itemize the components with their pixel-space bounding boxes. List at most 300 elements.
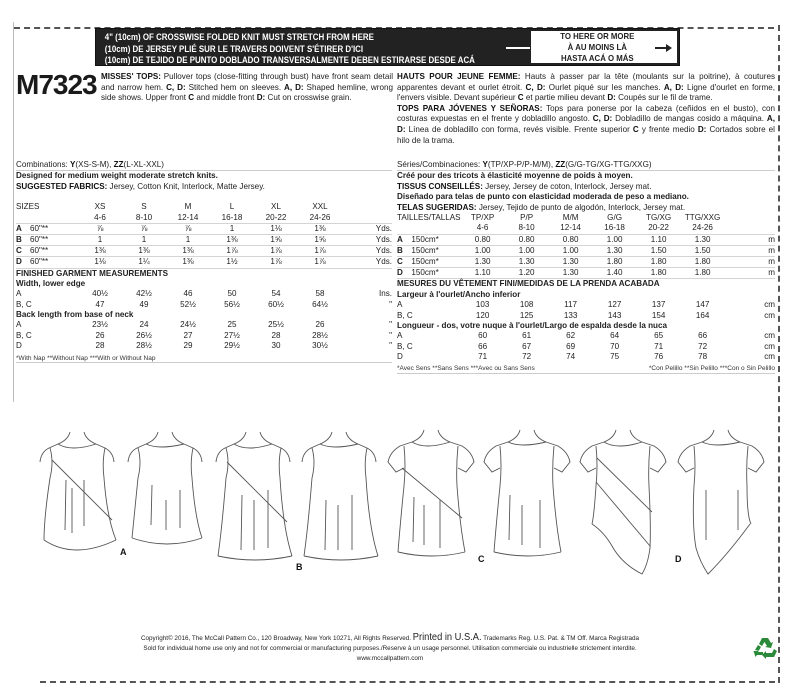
measurement-value: 26 (95, 330, 105, 340)
measurement-value: 24½ (180, 320, 196, 330)
view-a-front-sketch (40, 432, 116, 550)
desc-text: Tops para ponerse por la cabeza (ceñidos en el busto), con costuras expuestas en el frente y dobladillo angosto. (397, 103, 775, 124)
size-range: 4-6 (461, 223, 505, 234)
yardage-value: 1⅞ (298, 246, 342, 257)
measurement-value: 69 (566, 341, 576, 351)
unit: m (725, 234, 775, 245)
suggested-fabrics-fr (397, 182, 775, 192)
yardage-value: 1.30 (593, 245, 637, 256)
desc-view-ref: A, D: (397, 114, 775, 134)
stretch-target-en: TO HERE OR MORE (559, 30, 635, 41)
nap-footnote (397, 365, 775, 374)
measurement-value: 46 (183, 289, 193, 299)
combination-zz-sizes: (G/G-TG/XG-TTG/XXG) (565, 160, 652, 169)
table-row (16, 331, 392, 341)
view-letter: B, C (397, 341, 413, 351)
desc-text: Pullover tops (close-fitting through bust) have front seam detail and narrow hem. (101, 72, 393, 92)
desc-view-ref: A, D: (663, 82, 684, 92)
measurement-value: 127 (607, 300, 622, 310)
measurement-value: 120 (475, 310, 490, 320)
desc-view-ref: C, D: (525, 82, 546, 92)
combination-y-sizes: (TP/XP-P/P-M/M), (487, 160, 556, 169)
measurement-value: 154 (651, 310, 666, 320)
size-header: TP/XP (470, 213, 495, 223)
unit: Ins. (378, 289, 392, 299)
view-d-front-sketch (580, 430, 666, 574)
sizes-label: SIZES (16, 202, 40, 212)
view-c-label: C (478, 554, 485, 564)
yardage-value: 0.80 (461, 234, 505, 245)
yardage-value: 1.00 (593, 234, 637, 245)
stretch-gauge (95, 28, 680, 66)
copyright-text: Copyright© 2016, The McCall Pattern Co., 120 Broadway, New York 10271, All Rights Reserved. (140, 635, 412, 642)
stretch-line-es: (10cm) DE TEJIDO DE PUNTO DOBLADO TRANSVERSALMENTE DEBEN ESTIRARSE DESDE ACÁ (104, 55, 475, 65)
measurement-value: 26 (315, 320, 325, 330)
combination-zz: ZZ (555, 160, 566, 169)
yardage-value: 1.10 (637, 234, 681, 245)
combination-zz-sizes: (L-XL-XXL) (123, 160, 164, 169)
desc-view-ref: D: (607, 93, 616, 103)
sizes-label: TAILLES/TALLAS (397, 213, 461, 223)
measurement-value: 67 (522, 341, 532, 351)
yardage-value: 1⅛ (78, 257, 122, 268)
size-header: XXL (312, 202, 328, 212)
unit: Yds. (342, 223, 392, 234)
unit: " (389, 341, 392, 351)
fabric-width: 150cm* (411, 257, 460, 268)
yardage-value: 1⅜ (166, 257, 210, 268)
yardage-value: ⅞ (166, 223, 210, 234)
size-range: 12-14 (549, 223, 593, 234)
yardage-value: 1⅞ (298, 257, 342, 268)
view-letter: B (16, 235, 30, 246)
footnote-es: *Con Pelillo **Sin Pelillo ***Con o Sin Pelillo (648, 365, 775, 373)
measurement-value: 30½ (312, 341, 328, 351)
table-row (397, 331, 775, 341)
description-french-spanish (397, 72, 775, 146)
length-title: Longueur - dos, votre nuque à l'ourlet/Largo de espalda desde la nuca (397, 320, 667, 330)
measurement-value: 125 (519, 310, 534, 320)
measurement-value: 27½ (224, 330, 240, 340)
measurement-value: 117 (564, 300, 578, 310)
suggested-fabrics-es (397, 203, 775, 213)
desc-title: HAUTS POUR JEUNE FEMME: (397, 72, 521, 81)
view-letter: C (397, 257, 411, 268)
combination-zz: ZZ (113, 160, 124, 169)
desc-text: y frente medio (638, 124, 698, 134)
english-column (16, 160, 392, 363)
size-range: 8-10 (122, 213, 166, 224)
measurement-value: 24 (139, 320, 149, 330)
table-row (16, 235, 392, 246)
yardage-value: 1.00 (461, 245, 505, 256)
desc-text: Dobladillo de mangas cosido a máquina. (612, 114, 767, 124)
size-range: 24-26 (298, 213, 342, 224)
view-a-label: A (120, 547, 127, 557)
measurement-value: 56½ (224, 299, 240, 309)
size-header: S (141, 202, 147, 212)
yardage-value: 1⅜ (122, 246, 166, 257)
yardage-value: 1.50 (637, 245, 681, 256)
desc-view-ref: A, D: (284, 82, 304, 92)
combinations-label: Combinations: (16, 160, 70, 169)
measurement-value: 42½ (136, 289, 152, 299)
width-title: Width, lower edge (16, 278, 86, 288)
view-d-label: D (675, 554, 682, 564)
yardage-value: 1⅞ (254, 257, 298, 268)
unit: Yds. (342, 246, 392, 257)
view-letter: A (397, 234, 411, 245)
yardage-value: 1.30 (505, 257, 549, 268)
combination-y-sizes: (XS-S-M), (75, 160, 114, 169)
nap-footnote: *With Nap **Without Nap ***With or Without Nap (16, 355, 392, 364)
measurement-value: 60½ (268, 299, 284, 309)
measurement-value: 72 (698, 341, 708, 351)
measurement-value: 108 (519, 300, 534, 310)
measurement-value: 71 (478, 352, 488, 362)
description-spanish (397, 104, 775, 146)
yardage-value: 1 (166, 235, 210, 246)
measurement-value: 29½ (224, 341, 240, 351)
stretch-gauge-text (96, 29, 477, 65)
measurement-value: 25½ (268, 320, 284, 330)
size-header: XS (94, 202, 106, 212)
yardage-value: 1.80 (681, 268, 725, 279)
stretch-line-en: 4" (10cm) OF CROSSWISE FOLDED KNIT MUST STRETCH FROM HERE (104, 32, 374, 42)
view-letter: A (16, 320, 22, 330)
unit: cm (764, 310, 775, 320)
unit: " (389, 299, 392, 309)
measurement-value: 40½ (92, 289, 108, 299)
stretch-target-fr: À AU MOINS LÀ (567, 41, 627, 52)
table-row (16, 257, 392, 268)
unit: cm (764, 352, 775, 362)
desc-text: Stitched hem on sleeves. (185, 82, 285, 92)
pattern-number: M7323 (16, 69, 97, 100)
yardage-value: 1.10 (461, 268, 505, 279)
yardage-value: 1⅜ (210, 235, 254, 246)
yardage-value: 1 (122, 235, 166, 246)
description-french (397, 72, 775, 104)
stretch-line-fr: (10cm) DE JERSEY PLIÉ SUR LE TRAVERS DOIVENT S'ÉTIRER D'ICI (104, 43, 364, 54)
unit: cm (764, 341, 775, 351)
size-range: 16-18 (210, 213, 254, 224)
measurement-value: 60 (478, 331, 488, 341)
view-letter: A (16, 289, 22, 299)
yardage-value: 1.30 (461, 257, 505, 268)
measurement-value: 133 (563, 310, 578, 320)
fabrics-list: Jersey, Jersey de coton, Interlock, Jersey mat. (482, 181, 652, 191)
measurement-value: 66 (478, 341, 488, 351)
recycle-icon (752, 636, 778, 662)
yardage-table-metric (397, 213, 775, 362)
website-link[interactable]: www.mccallpattern.com (356, 655, 424, 662)
view-letter: B (397, 245, 411, 256)
yardage-value: 1¼ (122, 257, 166, 268)
measurement-value: 28 (271, 330, 281, 340)
table-row (16, 320, 392, 330)
view-d-back-sketch (678, 430, 764, 574)
desc-view-ref: C (188, 93, 195, 103)
right-arrow-icon (655, 47, 669, 49)
measurement-value: 49 (139, 299, 149, 309)
finished-measurements-title: FINISHED GARMENT MEASUREMENTS (16, 268, 168, 278)
table-row (16, 246, 392, 257)
desc-view-ref: C, D: (166, 82, 186, 92)
garment-sketches (30, 420, 780, 620)
desc-text: Línea de dobladillo con forma, revés visible. Frente superior (405, 124, 633, 134)
description-english (101, 72, 393, 104)
yardage-value: 1⅝ (298, 235, 342, 246)
desc-text: Cortados sobre el hilo de la trama. (397, 124, 775, 145)
table-row (397, 300, 775, 310)
desc-text: Coupés sur le fil de trame. (615, 93, 713, 103)
table-row (16, 341, 392, 351)
desc-view-ref: D: (256, 93, 266, 103)
desc-text: Hauts à passer par la tête (moulants sur la poitrine), à coutures apparentes devant et ourlet étroit. (397, 72, 775, 92)
fabrics-list: Jersey, Tejido de punto de algodón, Interlock, Jersey mat. (476, 202, 686, 212)
yardage-table-english (16, 202, 392, 351)
combinations-label: Séries/Combinaciones: (397, 160, 483, 169)
unit: cm (764, 300, 775, 310)
view-c-back-sketch (484, 430, 570, 556)
desc-view-ref: C (517, 93, 524, 103)
table-row (397, 268, 775, 279)
size-range: 20-22 (637, 223, 681, 234)
table-row (397, 352, 775, 362)
size-header: G/G (607, 213, 623, 223)
view-b-back-sketch (302, 432, 378, 560)
unit: cm (764, 331, 775, 341)
desc-view-ref: C (632, 124, 639, 134)
size-range: 20-22 (254, 213, 298, 224)
measurement-value: 28½ (312, 330, 328, 340)
size-header: TTG/XXG (684, 213, 721, 223)
measurement-value: 164 (695, 310, 710, 320)
fabrics-label: TISSUS CONSEILLÉS: (397, 181, 483, 191)
footnote-fr: *Avec Sens **Sans Sens ***Avec ou Sans Sens (397, 365, 535, 373)
measurement-value: 147 (695, 300, 710, 310)
view-letter: B, C (16, 330, 32, 340)
combination-y: Y (482, 160, 488, 169)
view-letter: D (16, 257, 30, 268)
measurement-value: 54 (271, 289, 281, 299)
yardage-value: 1⅜ (78, 246, 122, 257)
measurement-value: 26½ (136, 330, 152, 340)
table-row (16, 300, 392, 310)
unit: m (725, 268, 775, 279)
unit: " (389, 330, 392, 340)
size-range: 24-26 (681, 223, 725, 234)
cut-line-bottom (40, 681, 775, 683)
view-c-front-sketch (388, 430, 474, 556)
yardage-value: 1⅞ (254, 246, 298, 257)
view-letter: A (397, 300, 403, 310)
table-row (397, 342, 775, 352)
desc-text: and middle front (194, 93, 257, 103)
table-row (397, 234, 775, 245)
yardage-value: 1½ (210, 257, 254, 268)
yardage-value: 1.20 (505, 268, 549, 279)
yardage-value: 1.00 (505, 245, 549, 256)
view-letter: D (397, 352, 403, 362)
combinations-line (16, 160, 392, 171)
fabric-width: 60"** (30, 257, 78, 268)
desc-text: Ligne d'ourlet en forme, l'envers visible. Devant supérieur (397, 82, 775, 103)
length-title: Back length from base of neck (16, 310, 134, 320)
yardage-value: 1.80 (681, 257, 725, 268)
yardage-value: 1.80 (593, 257, 637, 268)
yardage-value: 1.00 (549, 245, 593, 256)
fabric-width: 150cm* (411, 245, 460, 256)
yardage-value: 1.30 (549, 257, 593, 268)
size-header: TG/XG (646, 213, 672, 223)
desc-text: et partie milieu devant (523, 93, 608, 103)
view-letter: C (16, 246, 30, 257)
fabric-width: 60"** (30, 223, 78, 234)
size-range: 16-18 (593, 223, 637, 234)
stretch-target-es: HASTA ACÁ O MÁS (560, 52, 634, 63)
size-range: 8-10 (505, 223, 549, 234)
measurement-value: 28½ (136, 341, 152, 351)
desc-text: Ourlet piqué sur les manches. (545, 82, 664, 92)
measurement-value: 58 (315, 289, 325, 299)
designed-for: Designed for medium weight moderate stretch knits. (16, 171, 218, 181)
view-b-front-sketch (216, 432, 292, 560)
yardage-value: 1.80 (637, 268, 681, 279)
measurement-value: 64½ (312, 299, 328, 309)
desc-text: Cut on crosswise grain. (265, 93, 352, 103)
measurement-value: 61 (522, 331, 532, 341)
yardage-value: ⅞ (78, 223, 122, 234)
left-border-rule (13, 22, 14, 402)
view-b-label: B (296, 562, 303, 572)
designed-for-fr: Créé pour des tricots à élasticité moyenne de poids à moyen. (397, 171, 633, 181)
fabric-width: 150cm* (411, 234, 460, 245)
unit: " (389, 320, 392, 330)
yardage-value: 1.40 (593, 268, 637, 279)
table-row (16, 289, 392, 299)
size-header: P/P (520, 213, 534, 223)
measurement-value: 50 (227, 289, 237, 299)
desc-text: Shaped hemline, wrong side shows. Upper front (101, 82, 393, 103)
width-title: Largeur à l'ourlet/Ancho inferior (397, 289, 521, 299)
fabrics-label: SUGGESTED FABRICS: (16, 181, 108, 191)
yardage-value: 1.50 (681, 245, 725, 256)
size-header: M (184, 202, 192, 212)
size-header: L (229, 202, 235, 212)
measurement-value: 47 (95, 299, 105, 309)
yardage-value: 1⅞ (210, 246, 254, 257)
fabric-width: 150cm* (411, 268, 460, 279)
measurement-value: 74 (566, 352, 576, 362)
fabric-width: 60"** (30, 235, 78, 246)
measurement-value: 143 (607, 310, 622, 320)
yardage-value: 1.80 (637, 257, 681, 268)
measurement-value: 72 (522, 352, 532, 362)
fabrics-label: TELAS SUGERIDAS: (397, 202, 477, 212)
measurement-value: 103 (475, 300, 490, 310)
copyright-line (83, 633, 697, 644)
usage-restriction: Sold for individual home use only and not for commercial or manufacturing purposes./Reserve à un usage personnel. Utilisation commerciale ou industrielle strictement interdite. (143, 645, 637, 652)
stretch-target-box (530, 30, 678, 64)
yardage-value: 1⅛ (254, 223, 298, 234)
desc-view-ref: C, D: (592, 114, 613, 124)
table-row (397, 310, 775, 320)
measurement-value: 64 (610, 331, 620, 341)
measurement-value: 75 (610, 352, 620, 362)
measurement-value: 66 (698, 331, 708, 341)
measurement-value: 137 (651, 300, 666, 310)
measurement-value: 65 (654, 331, 664, 341)
copyright-footer (83, 633, 697, 664)
view-letter: B, C (397, 310, 413, 320)
view-letter: D (16, 341, 22, 351)
table-row (397, 257, 775, 268)
yardage-value: 0.80 (549, 234, 593, 245)
desc-view-ref: D: (697, 124, 707, 134)
printed-in: Printed in U.S.A. (412, 632, 482, 643)
view-letter: A (397, 331, 403, 341)
unit: m (725, 245, 775, 256)
combination-y: Y (70, 160, 76, 169)
size-range: 4-6 (78, 213, 122, 224)
measurement-value: 29 (183, 341, 193, 351)
table-row (397, 245, 775, 256)
fabrics-list: Jersey, Cotton Knit, Interlock, Matte Jersey. (107, 181, 265, 191)
table-row (16, 223, 392, 234)
designed-for-es: Diseñado para telas de punto con elasticidad moderada de peso a mediano. (397, 192, 689, 202)
size-range: 12-14 (166, 213, 210, 224)
fabric-width: 60"** (30, 246, 78, 257)
view-letter: D (397, 268, 411, 279)
yardage-value: 1.30 (681, 234, 725, 245)
measurement-value: 27 (183, 330, 193, 340)
measurement-value: 52½ (180, 299, 196, 309)
finished-measurements-title: MESURES DU VÊTEMENT FINI/MEDIDAS DE LA PRENDA ACABADA (397, 279, 660, 289)
size-header: XL (271, 202, 281, 212)
measurement-value: 62 (566, 331, 576, 341)
measurement-value: 70 (610, 341, 620, 351)
unit: Yds. (342, 257, 392, 268)
combinations-line (397, 160, 775, 171)
view-letter: B, C (16, 299, 32, 309)
french-spanish-column (397, 160, 775, 374)
measurement-value: 23½ (92, 320, 108, 330)
measurement-value: 25 (227, 320, 237, 330)
yardage-value: 1 (210, 223, 254, 234)
unit: m (725, 257, 775, 268)
yardage-value: 1.30 (549, 268, 593, 279)
yardage-value: 1⅝ (254, 235, 298, 246)
yardage-value: 0.80 (505, 234, 549, 245)
measurement-value: 71 (654, 341, 664, 351)
measurement-value: 28 (95, 341, 105, 351)
measurement-value: 30 (271, 341, 281, 351)
yardage-value: 1⅜ (166, 246, 210, 257)
measurement-value: 78 (698, 352, 708, 362)
yardage-value: 1 (78, 235, 122, 246)
trademarks-text: Trademarks Reg. U.S. Pat. & TM Off. Marca Registrada (483, 635, 640, 642)
desc-title: TOPS PARA JÓVENES Y SEÑORAS: (397, 103, 543, 113)
view-letter: A (16, 223, 30, 234)
suggested-fabrics (16, 182, 392, 192)
yardage-value: ⅞ (122, 223, 166, 234)
yardage-value: 1⅜ (298, 223, 342, 234)
unit: Yds. (342, 235, 392, 246)
measurement-value: 76 (654, 352, 664, 362)
view-a-back-sketch (128, 432, 202, 544)
